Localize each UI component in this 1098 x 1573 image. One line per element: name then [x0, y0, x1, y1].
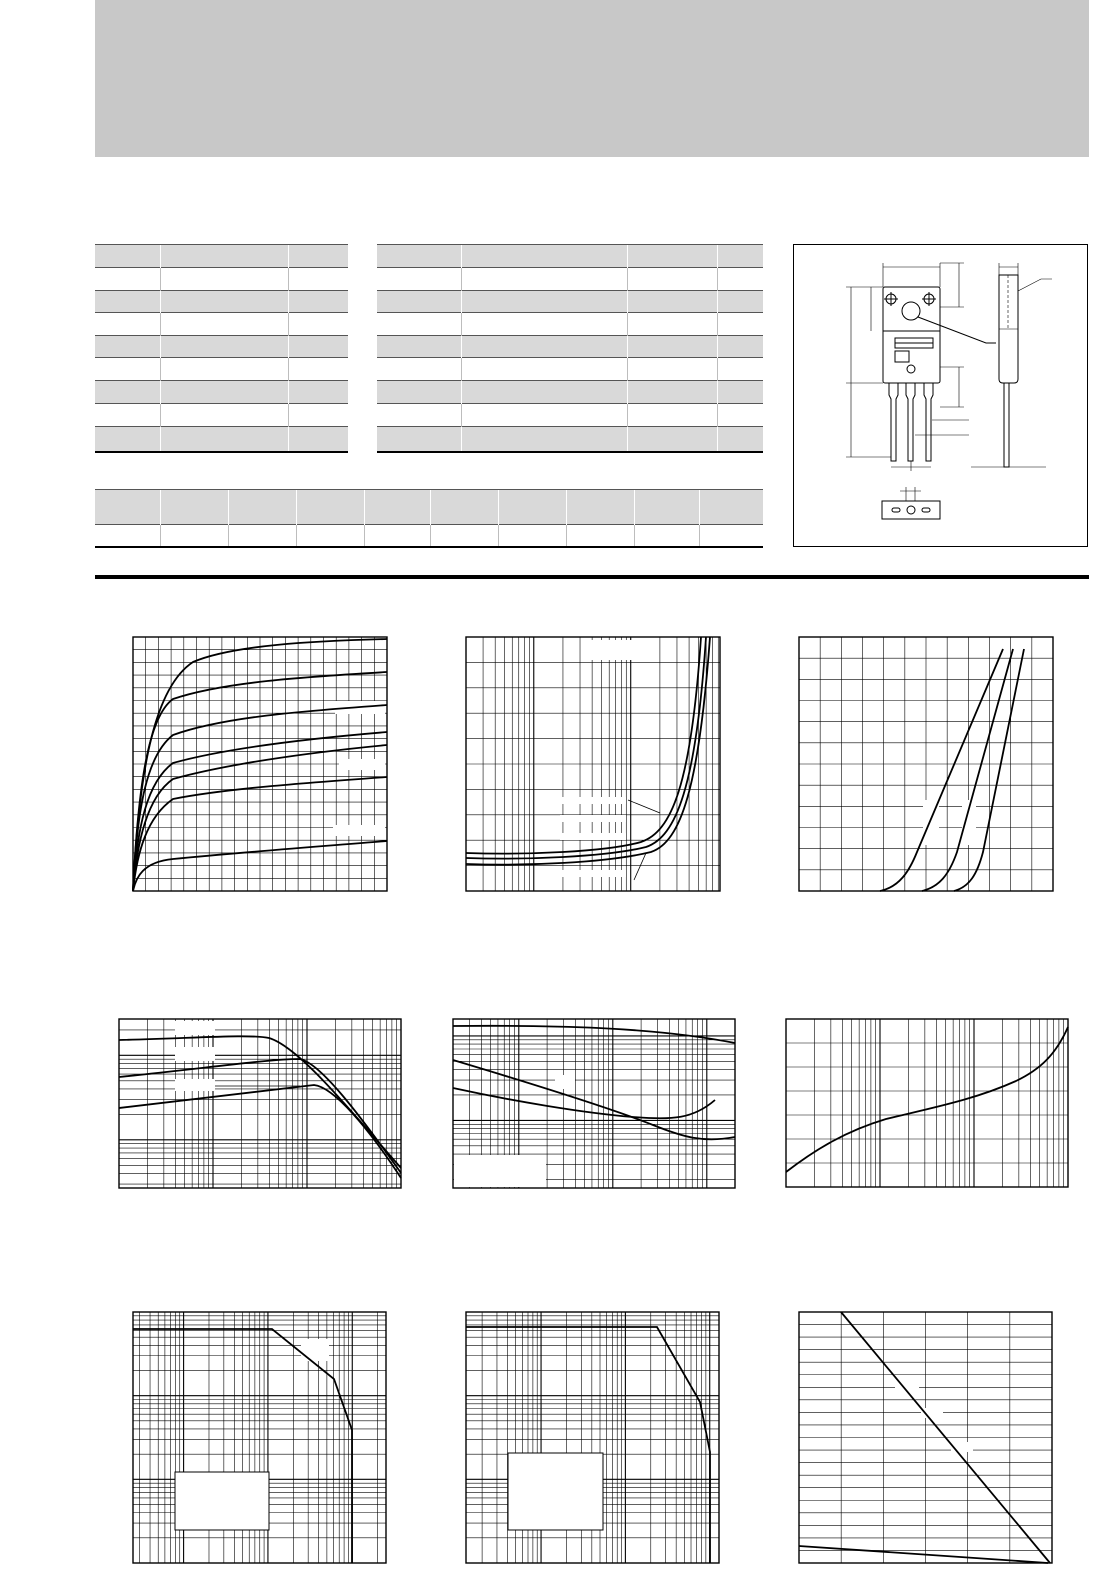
table-cell: [95, 427, 160, 452]
table-cell: [717, 358, 763, 381]
hole-leader-line: [918, 317, 996, 343]
table-cell: [160, 245, 288, 268]
label-masks: [923, 800, 976, 845]
table-row: [377, 336, 763, 358]
graph-grid: [786, 1019, 1068, 1187]
table-cell: [717, 313, 763, 336]
table-cell: [699, 525, 763, 547]
table-cell: [228, 490, 296, 525]
table-cell: [461, 336, 627, 358]
graph-frame: [786, 1019, 1068, 1187]
label-masks: [175, 1021, 215, 1091]
table-cell: [377, 291, 461, 313]
table-cell: [717, 291, 763, 313]
label-mask: [560, 833, 626, 840]
lead-right: [924, 383, 933, 461]
table-cell: [377, 358, 461, 381]
table-row: [95, 427, 348, 452]
table-row: [95, 404, 348, 427]
table-cell: [288, 336, 348, 358]
table-cell: [95, 313, 160, 336]
table-cell: [627, 291, 717, 313]
table-cell: [95, 291, 160, 313]
table-cell: [160, 268, 288, 291]
table-cell: [288, 291, 348, 313]
table-cell: [461, 268, 627, 291]
package-outline-box: [793, 244, 1088, 547]
bottom-view-pin: [922, 508, 930, 512]
table-cell: [95, 358, 160, 381]
table-cell: [634, 490, 699, 525]
graph-grid: [799, 637, 1053, 891]
table-cell: [95, 336, 160, 358]
graph-grid: [799, 1312, 1052, 1563]
table-row: [95, 336, 348, 358]
table-cell: [288, 358, 348, 381]
leader-line: [634, 853, 646, 880]
bottom-view-pin: [907, 506, 915, 514]
table-cell: [430, 490, 498, 525]
table-cell: [498, 525, 566, 547]
main-hole-icon: [902, 302, 920, 320]
table-cell: [160, 525, 228, 547]
table-cell: [160, 313, 288, 336]
label-mask: [339, 759, 385, 770]
table-cell: [717, 268, 763, 291]
graph-4: [119, 1019, 401, 1188]
table-cell: [699, 490, 763, 525]
graph-6: [786, 1019, 1068, 1187]
classification-table: [95, 489, 763, 548]
table-cell: [377, 336, 461, 358]
lead-left: [889, 383, 898, 461]
table-row: [95, 358, 348, 381]
graph-7: [133, 1312, 386, 1563]
table-cell: [377, 404, 461, 427]
table-row: [377, 427, 763, 452]
table-cell: [717, 427, 763, 452]
graph-9: [799, 1312, 1052, 1563]
table-cell: [498, 490, 566, 525]
table-cell: [377, 381, 461, 404]
table-row: [377, 313, 763, 336]
label-mask: [895, 1378, 919, 1388]
table-cell: [717, 381, 763, 404]
label-mask: [590, 640, 656, 660]
table-cell: [377, 268, 461, 291]
table-cell: [95, 525, 160, 547]
table-cell: [95, 490, 160, 525]
legend-box: [175, 1472, 269, 1530]
label-mask: [301, 1339, 329, 1361]
table-cell: [288, 381, 348, 404]
package-body: [883, 287, 940, 383]
table-row: [377, 268, 763, 291]
label-mask: [175, 1079, 215, 1091]
table-cell: [717, 336, 763, 358]
curve: [786, 1027, 1068, 1172]
table-cell: [627, 427, 717, 452]
table-cell: [160, 336, 288, 358]
derating-line-lower: [799, 1546, 1048, 1563]
table-header-row: [95, 490, 763, 525]
label-mask: [560, 797, 626, 804]
table-cell: [228, 525, 296, 547]
table-cell: [461, 358, 627, 381]
table-row: [377, 358, 763, 381]
marking-area: [895, 351, 909, 362]
table-cell: [288, 268, 348, 291]
legend-box: [508, 1453, 603, 1530]
package-bottom-view: [882, 501, 940, 519]
graph-2: [466, 637, 720, 891]
table-row: [95, 268, 348, 291]
table-cell: [160, 427, 288, 452]
table-cell: [627, 245, 717, 268]
table-cell: [627, 404, 717, 427]
table-header-row: [377, 245, 763, 268]
label-mask: [333, 825, 385, 836]
label-masks: [301, 1339, 329, 1361]
package-outline-drawing: [794, 245, 1089, 548]
curve: [453, 1088, 715, 1118]
table-cell: [95, 381, 160, 404]
table-cell: [566, 490, 634, 525]
table-cell: [627, 358, 717, 381]
table-cell: [364, 525, 430, 547]
curve: [466, 637, 710, 865]
curves: [466, 637, 710, 880]
table-cell: [160, 490, 228, 525]
table-row: [377, 404, 763, 427]
table-row: [95, 525, 763, 547]
label-mask: [175, 1021, 215, 1035]
leader-line: [628, 800, 660, 813]
table-cell: [461, 404, 627, 427]
table-cell: [634, 525, 699, 547]
table-cell: [627, 336, 717, 358]
table-row: [377, 291, 763, 313]
table-cell: [377, 313, 461, 336]
table-row: [377, 381, 763, 404]
table-cell: [461, 291, 627, 313]
label-mask: [560, 815, 626, 822]
curve: [119, 1059, 401, 1173]
curve: [466, 637, 706, 859]
curves: [880, 649, 1024, 891]
section-rule: [95, 575, 1089, 579]
label-mask: [555, 1075, 575, 1089]
label-masks: [895, 1378, 973, 1452]
label-masks: [333, 701, 385, 836]
table-cell: [566, 525, 634, 547]
graph-8: [466, 1312, 719, 1563]
table-cell: [95, 404, 160, 427]
characteristics-table: [377, 244, 763, 453]
table-row: [95, 291, 348, 313]
table-cell: [377, 245, 461, 268]
curve: [453, 1060, 735, 1139]
graph-3: [799, 637, 1053, 891]
curves: [119, 1036, 401, 1178]
table-cell: [288, 427, 348, 452]
curve: [954, 649, 1024, 891]
table-row: [95, 381, 348, 404]
side-view-lead: [1004, 383, 1009, 467]
gate-hole-icon: [907, 365, 915, 373]
curve: [453, 1026, 735, 1043]
table-header-row: [95, 245, 348, 268]
table-cell: [160, 358, 288, 381]
table-cell: [461, 245, 627, 268]
label-mask: [560, 870, 626, 877]
ratings-table: [95, 244, 348, 453]
table-cell: [377, 427, 461, 452]
lead-center: [906, 383, 915, 461]
table-cell: [627, 381, 717, 404]
curves: [453, 1026, 735, 1140]
table-cell: [160, 291, 288, 313]
table-cell: [160, 404, 288, 427]
table-cell: [95, 268, 160, 291]
table-cell: [160, 381, 288, 404]
legend-mask: [454, 1155, 546, 1187]
table-cell: [95, 245, 160, 268]
table-cell: [288, 313, 348, 336]
graph-5: [453, 1019, 735, 1188]
curve: [119, 1085, 401, 1178]
table-cell: [627, 313, 717, 336]
table-cell: [461, 313, 627, 336]
table-cell: [717, 245, 763, 268]
table-cell: [627, 268, 717, 291]
table-cell: [288, 404, 348, 427]
table-cell: [430, 525, 498, 547]
label-mask: [175, 1047, 215, 1061]
curves: [466, 1327, 710, 1563]
table-cell: [461, 427, 627, 452]
curve: [880, 649, 1003, 891]
table-cell: [461, 381, 627, 404]
bottom-view-pin: [892, 508, 900, 512]
curves: [786, 1027, 1068, 1172]
side-view-leader-line: [1018, 279, 1052, 291]
graph-1: [133, 637, 387, 891]
table-cell: [717, 404, 763, 427]
table-cell: [288, 245, 348, 268]
header-band: [95, 0, 1089, 157]
table-cell: [296, 490, 364, 525]
table-cell: [296, 525, 364, 547]
table-row: [95, 313, 348, 336]
table-cell: [364, 490, 430, 525]
